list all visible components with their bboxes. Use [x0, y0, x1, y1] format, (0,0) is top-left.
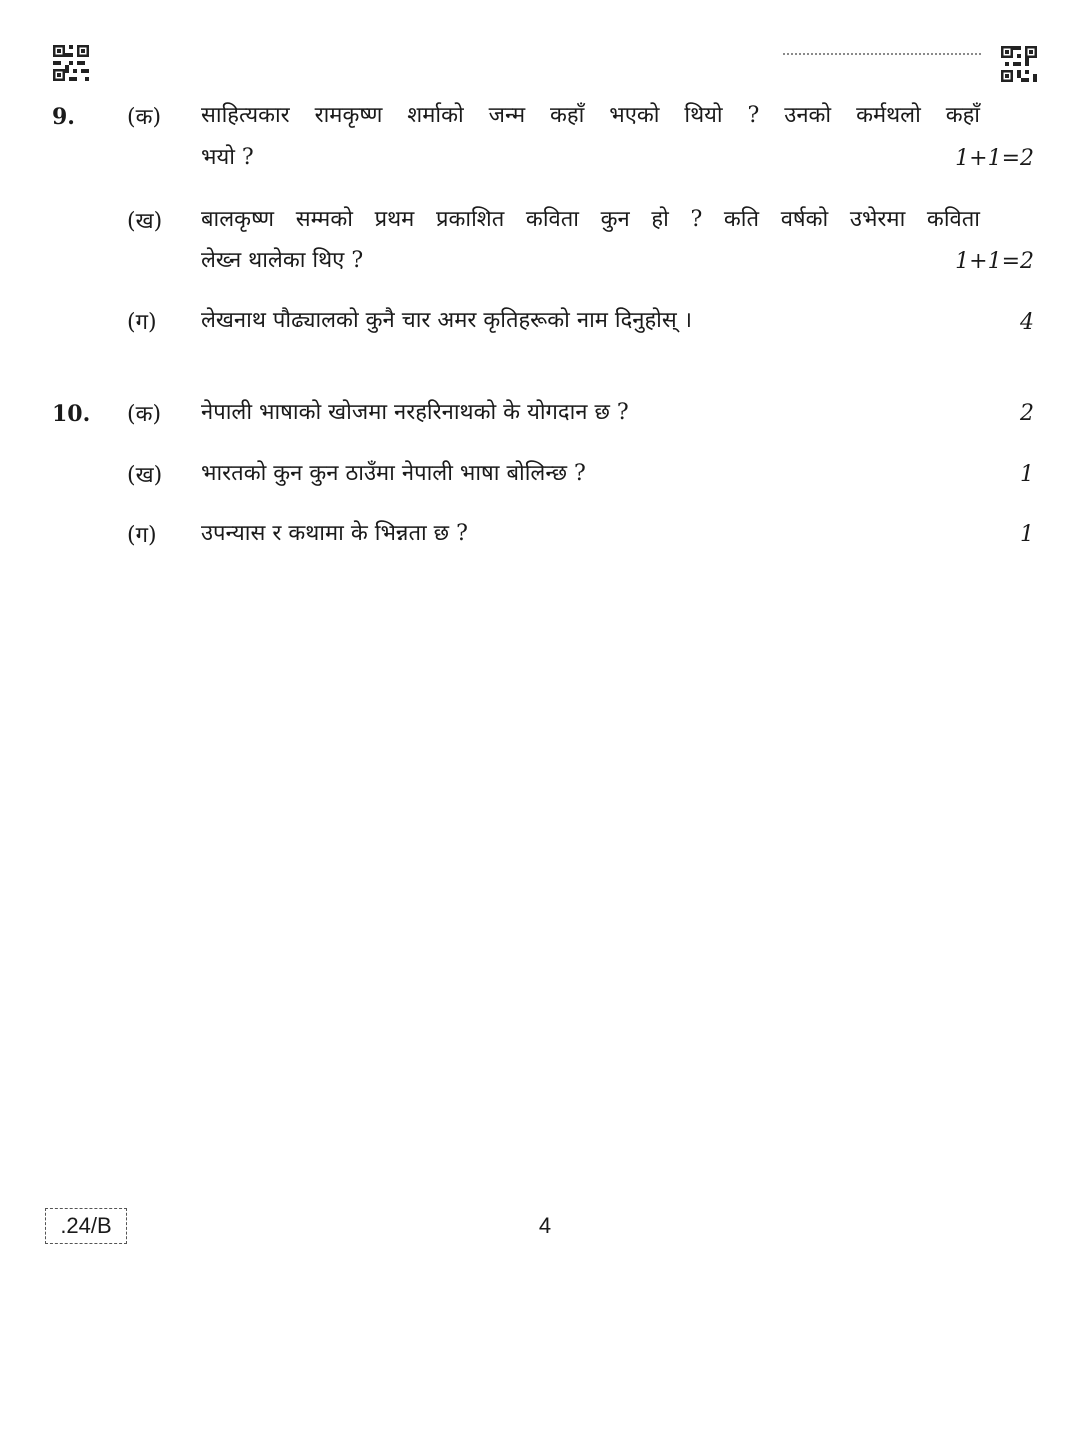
- question-marks: 4: [1020, 310, 1034, 335]
- question-text-line: लेखनाथ पौढ्यालको कुनै चार अमर कृतिहरूको नाम दिनुहोस् ।: [201, 308, 693, 333]
- question-text-line: भयो ?: [201, 145, 254, 170]
- question-text-line: भारतको कुन कुन ठाउँमा नेपाली भाषा बोलिन्छ ?: [201, 461, 586, 486]
- sub-question-label: (ग): [127, 310, 157, 335]
- sub-question-label: (ख): [127, 463, 163, 488]
- question-text-line: बालकृष्ण सम्मको प्रथम प्रकाशित कविता कुन हो ? कति वर्षको उभेरमा कविता: [201, 207, 980, 232]
- question-marks: 1+1=2: [955, 146, 1034, 171]
- question-marks: 1: [1020, 462, 1034, 487]
- header-dash-line: [783, 53, 981, 55]
- sub-question-label: (क): [127, 402, 162, 427]
- paper-code-box: .24/B: [45, 1208, 127, 1244]
- question-text-line: साहित्यकार रामकृष्ण शर्माको जन्म कहाँ भएको थियो ? उनको कर्मथलो कहाँ: [201, 103, 980, 128]
- question-marks: 2: [1020, 401, 1034, 426]
- sub-question-label: (ग): [127, 523, 157, 548]
- question-number: 9.: [52, 104, 75, 130]
- qr-code-icon: [1001, 46, 1037, 82]
- qr-code-icon: [53, 45, 89, 81]
- sub-question-label: (ख): [127, 209, 163, 234]
- question-text-line: लेख्न थालेका थिए ?: [201, 248, 364, 273]
- question-number: 10.: [52, 401, 91, 427]
- sub-question-label: (क): [127, 105, 162, 130]
- question-marks: 1+1=2: [955, 249, 1034, 274]
- question-marks: 1: [1020, 522, 1034, 547]
- page-number: 4: [538, 1213, 552, 1238]
- question-text-line: उपन्यास र कथामा के भिन्नता छ ?: [201, 521, 468, 546]
- question-text-line: नेपाली भाषाको खोजमा नरहरिनाथको के योगदान छ ?: [201, 400, 629, 425]
